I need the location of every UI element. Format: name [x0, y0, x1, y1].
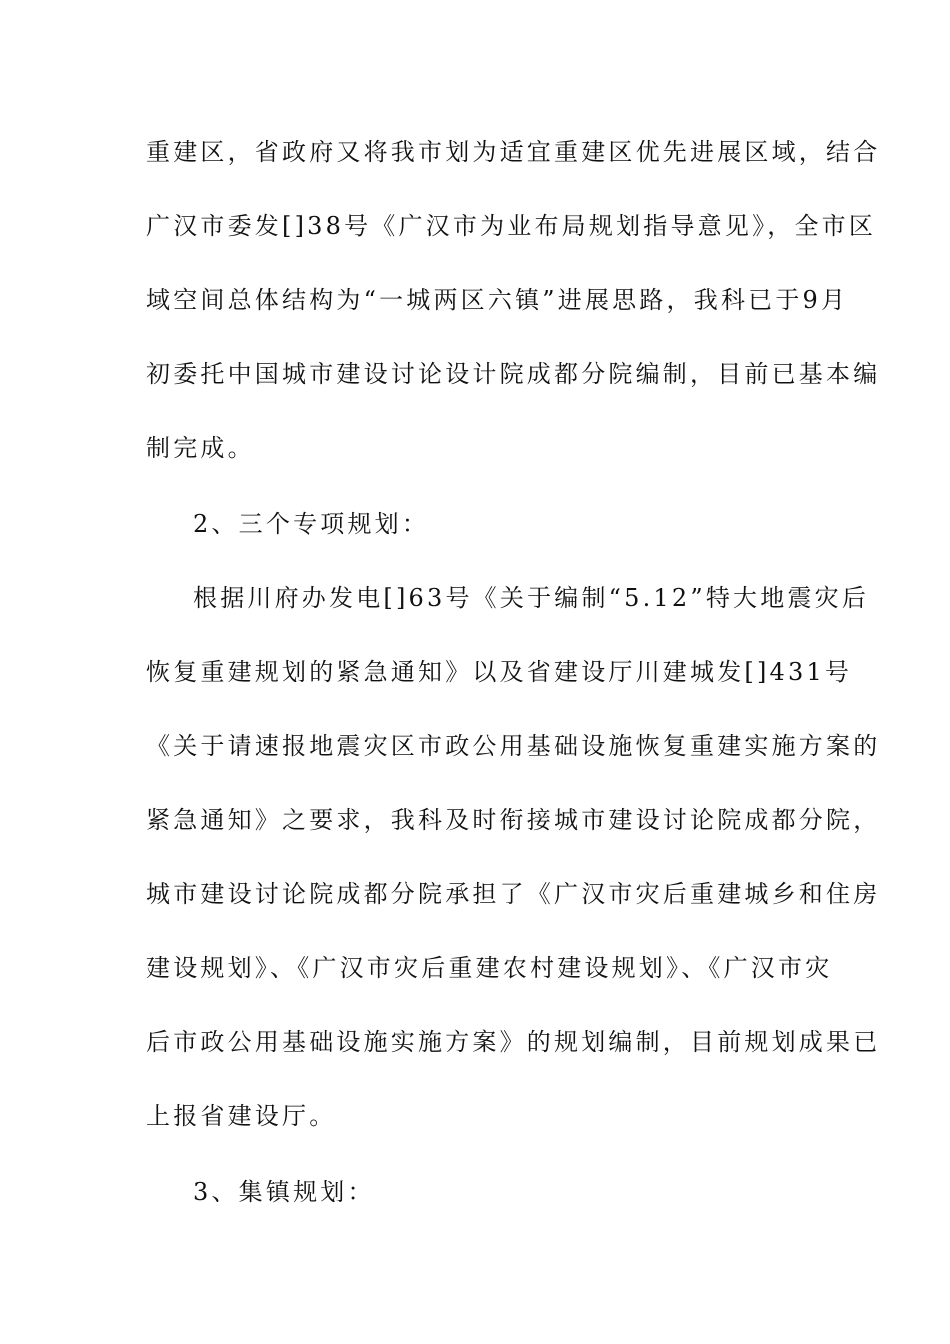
paragraph-line: 《关于请速报地震灾区市政公用基础设施恢复重建实施方案的	[146, 732, 881, 760]
paragraph-line: 建设规划》、《广汉市灾后重建农村建设规划》、《广汉市灾	[146, 954, 833, 982]
paragraph-line: 域空间总体结构为“一城两区六镇”进展思路，我科已于9月	[146, 286, 849, 314]
paragraph-line: 广汉市委发[]38号《广汉市为业布局规划指导意见》，全市区	[146, 212, 877, 240]
paragraph-line: 后市政公用基础设施实施方案》的规划编制，目前规划成果已	[146, 1028, 881, 1056]
paragraph-line: 城市建设讨论院成都分院承担了《广汉市灾后重建城乡和住房	[146, 880, 881, 908]
paragraph-line: 初委托中国城市建设讨论设计院成都分院编制，目前已基本编	[146, 360, 881, 388]
paragraph-line: 制完成。	[146, 434, 255, 462]
paragraph-line: 紧急通知》之要求，我科及时衔接城市建设讨论院成都分院，	[146, 806, 881, 834]
section-heading: 3、集镇规划：	[193, 1178, 375, 1206]
paragraph-line: 重建区，省政府又将我市划为适宜重建区优先进展区域，结合	[146, 138, 881, 166]
paragraph-line: 恢复重建规划的紧急通知》以及省建设厅川建城发[]431号	[146, 658, 853, 686]
paragraph-line: 根据川府办发电[]63号《关于编制“5.12”特大地震灾后	[193, 584, 870, 612]
paragraph-line: 上报省建设厅。	[146, 1102, 337, 1130]
section-heading: 2、三个专项规划：	[193, 510, 430, 538]
